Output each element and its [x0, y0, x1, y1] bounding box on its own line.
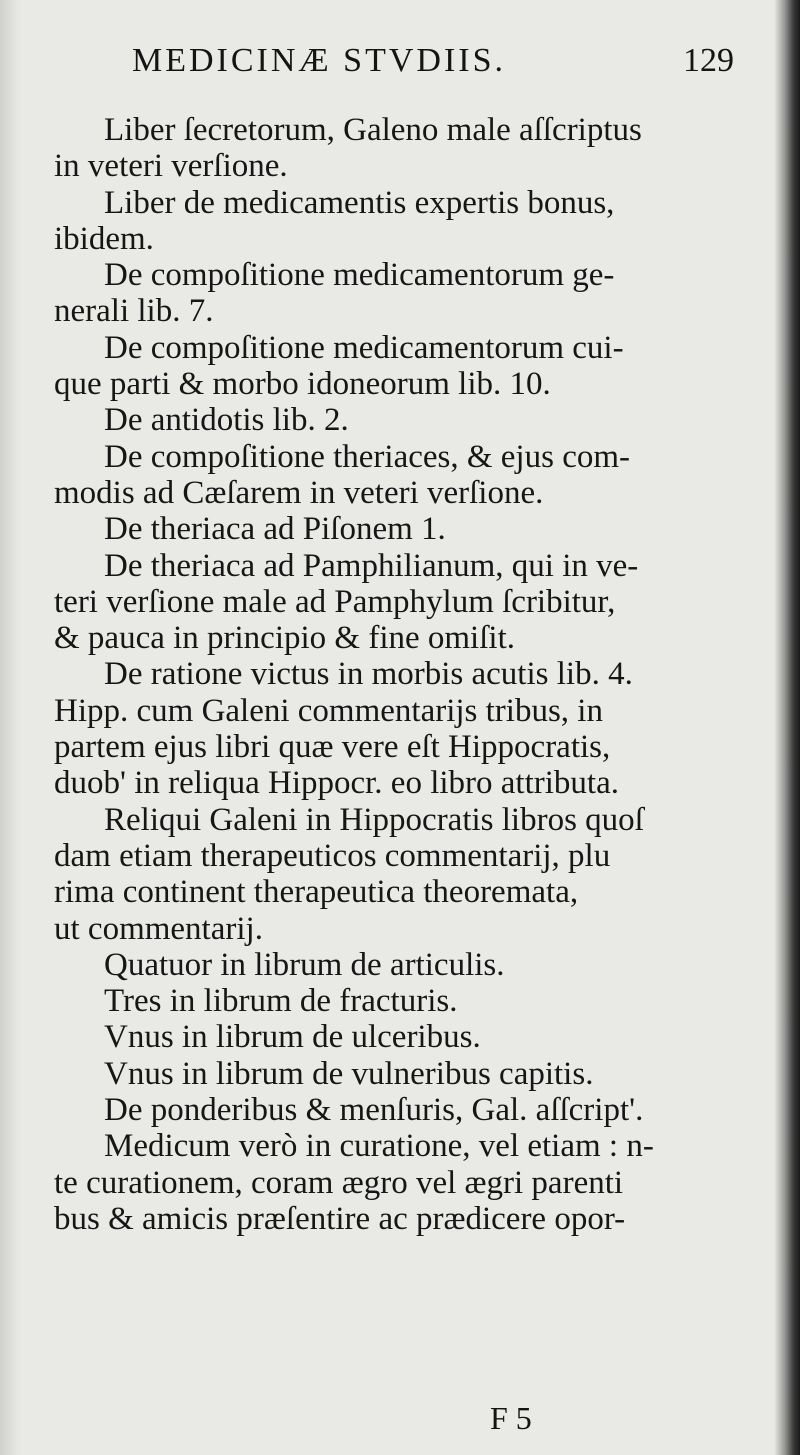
text-line: duob' in reliqua Hippocr. eo libro attributa.	[54, 765, 619, 802]
text-line: ibidem.	[54, 220, 154, 257]
text-line: De theriaca ad Piſonem 1.	[104, 511, 446, 548]
body-text	[54, 112, 744, 1237]
text-line: Hipp. cum Galeni commentarijs tribus, in	[54, 692, 603, 729]
text-line: Medicum verò in curatione, vel etiam : n-	[104, 1128, 654, 1165]
signature-mark: F 5	[490, 1400, 532, 1436]
text-line: te curationem, coram ægro vel ægri parenti	[54, 1164, 624, 1201]
text-line: Quatuor in librum de articulis.	[104, 946, 505, 983]
text-line: De compoſitione medicamentorum cui-	[104, 329, 624, 366]
text-line: Reliqui Galeni in Hippocratis libros quoſ	[104, 801, 644, 838]
text-line: De ponderibus & menſuris, Gal. aſſcript'.	[104, 1092, 644, 1129]
text-line: De ratione victus in morbis acutis lib. 4.	[104, 656, 633, 693]
text-line: De antidotis lib. 2.	[104, 402, 349, 439]
text-line: Tres in librum de fracturis.	[104, 983, 458, 1020]
page-left-edge	[0, 0, 22, 1455]
page-right-edge-shadow	[774, 0, 800, 1455]
text-line: bus & amicis præſentire ac prædicere opor-	[54, 1200, 626, 1237]
text-line: Vnus in librum de ulceribus.	[104, 1019, 481, 1056]
text-line: nerali lib. 7.	[54, 293, 214, 330]
text-line: De compoſitione medicamentorum ge-	[104, 257, 615, 294]
text-line: partem ejus libri quæ vere eſt Hippocratis,	[54, 729, 611, 766]
text-line: modis ad Cæſarem in veteri verſione.	[54, 474, 544, 511]
text-line: in veteri verſione.	[54, 148, 288, 185]
text-line: que parti & morbo idoneorum lib. 10.	[54, 366, 551, 403]
text-line: De theriaca ad Pamphilianum, qui in ve-	[104, 547, 639, 584]
text-line: rima continent therapeutica theoremata,	[54, 874, 579, 911]
page-number: 129	[683, 42, 734, 79]
running-title: MEDICINÆ STVDIIS.	[132, 42, 506, 79]
text-line: teri verſione male ad Pamphylum ſcribitur,	[54, 583, 616, 620]
text-line: Vnus in librum de vulneribus capitis.	[104, 1055, 594, 1092]
text-line: dam etiam therapeuticos commentarij, plu	[54, 837, 611, 874]
page-header	[0, 42, 800, 92]
text-line: Liber ſecretorum, Galeno male aſſcriptus	[104, 112, 642, 148]
text-line: Liber de medicamentis expertis bonus,	[104, 184, 615, 221]
text-line: ut commentarij.	[54, 910, 263, 947]
text-line: & pauca in principio & fine omiſit.	[54, 620, 515, 657]
text-line: De compoſitione theriaces, & ejus com-	[104, 438, 631, 475]
